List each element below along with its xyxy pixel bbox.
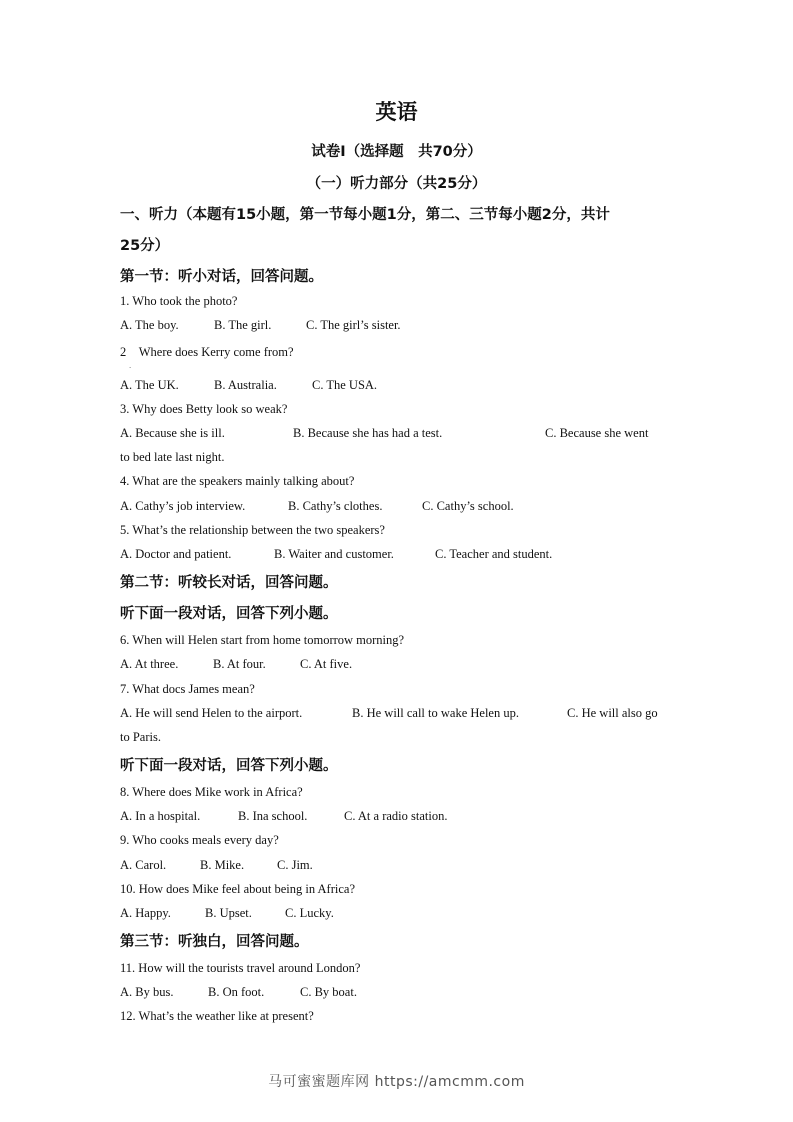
stray-marker: · [129,364,132,372]
question-3: 3. Why does Betty look so weak? [120,402,288,416]
q1-option-b: B. The girl. [214,318,272,332]
q10-option-a: A. Happy. [120,906,171,920]
question-12: 12. What’s the weather like at present? [120,1009,314,1023]
q8-option-b: B. Ina school. [238,809,308,823]
q6-option-c: C. At five. [300,657,353,671]
q2-option-a: A. The UK. [120,378,179,392]
question-10: 10. How does Mike feel about being in Africa? [120,882,356,896]
q2-option-c: C. The USA. [312,378,378,392]
q7-option-b: B. He will call to wake Helen up. [352,706,519,720]
question-2: 2 Where does Kerry come from? [120,345,294,359]
q6-option-a: A. At three. [120,657,179,671]
q11-option-a: A. By bus. [120,985,174,999]
section3-heading: 第三节：听独白，回答问题。 [120,934,309,950]
q4-option-b: B. Cathy’s clothes. [288,499,383,513]
q11-option-b: B. On foot. [208,985,265,999]
q3-option-a: A. Because she is ill. [120,426,225,440]
q9-option-a: A. Carol. [120,858,167,872]
q3-option-b: B. Because she has had a test. [293,426,443,440]
q6-option-b: B. At four. [213,657,266,671]
footer-watermark: 马可蜜蜜题库网 https://amcmm.com [268,1074,525,1090]
question-5: 5. What’s the relationship between the two speakers? [120,523,385,537]
q2-option-b: B. Australia. [214,378,277,392]
section1-heading: 第一节：听小对话，回答问题。 [120,269,323,285]
page-title: 英语 [375,100,418,124]
question-8: 8. Where does Mike work in Africa? [120,785,303,799]
dialog1-heading: 听下面一段对话，回答下列小题。 [120,606,338,622]
q4-option-c: C. Cathy’s school. [422,499,514,513]
q3-option-c-continued: to bed late last night. [120,450,225,464]
section2-heading: 第二节：听较长对话，回答问题。 [120,575,338,591]
q11-option-c: C. By boat. [300,985,357,999]
q8-option-c: C. At a radio station. [344,809,448,823]
question-6: 6. When will Helen start from home tomorrow morning? [120,633,405,647]
question-1: 1. Who took the photo? [120,294,238,308]
part-heading: （一）听力部分（共25分） [306,176,487,192]
section-intro-line1: 一、听力（本题有15小题，第一节每小题1分，第二、三节每小题2分，共计 [120,207,610,223]
section-intro-line2: 25分） [120,238,170,254]
q4-option-a: A. Cathy’s job interview. [120,499,246,513]
q5-option-a: A. Doctor and patient. [120,547,232,561]
question-4: 4. What are the speakers mainly talking about? [120,474,355,488]
q8-option-a: A. In a hospital. [120,809,201,823]
q7-option-c: C. He will also go [567,706,658,720]
question-11: 11. How will the tourists travel around London? [120,961,361,975]
q9-option-c: C. Jim. [277,858,313,872]
q5-option-b: B. Waiter and customer. [274,547,394,561]
q10-option-c: C. Lucky. [285,906,334,920]
q5-option-c: C. Teacher and student. [435,547,553,561]
q10-option-b: B. Upset. [205,906,252,920]
q7-option-c-continued: to Paris. [120,730,161,744]
q7-option-a: A. He will send Helen to the airport. [120,706,303,720]
q1-option-a: A. The boy. [120,318,179,332]
question-9: 9. Who cooks meals every day? [120,833,279,847]
question-7: 7. What docs James mean? [120,682,255,696]
paper-heading: 试卷Ⅰ（选择题 共70分） [311,144,482,160]
q3-option-c: C. Because she went [545,426,649,440]
q1-option-c: C. The girl’s sister. [306,318,401,332]
q9-option-b: B. Mike. [200,858,245,872]
dialog2-heading: 听下面一段对话，回答下列小题。 [120,758,338,774]
